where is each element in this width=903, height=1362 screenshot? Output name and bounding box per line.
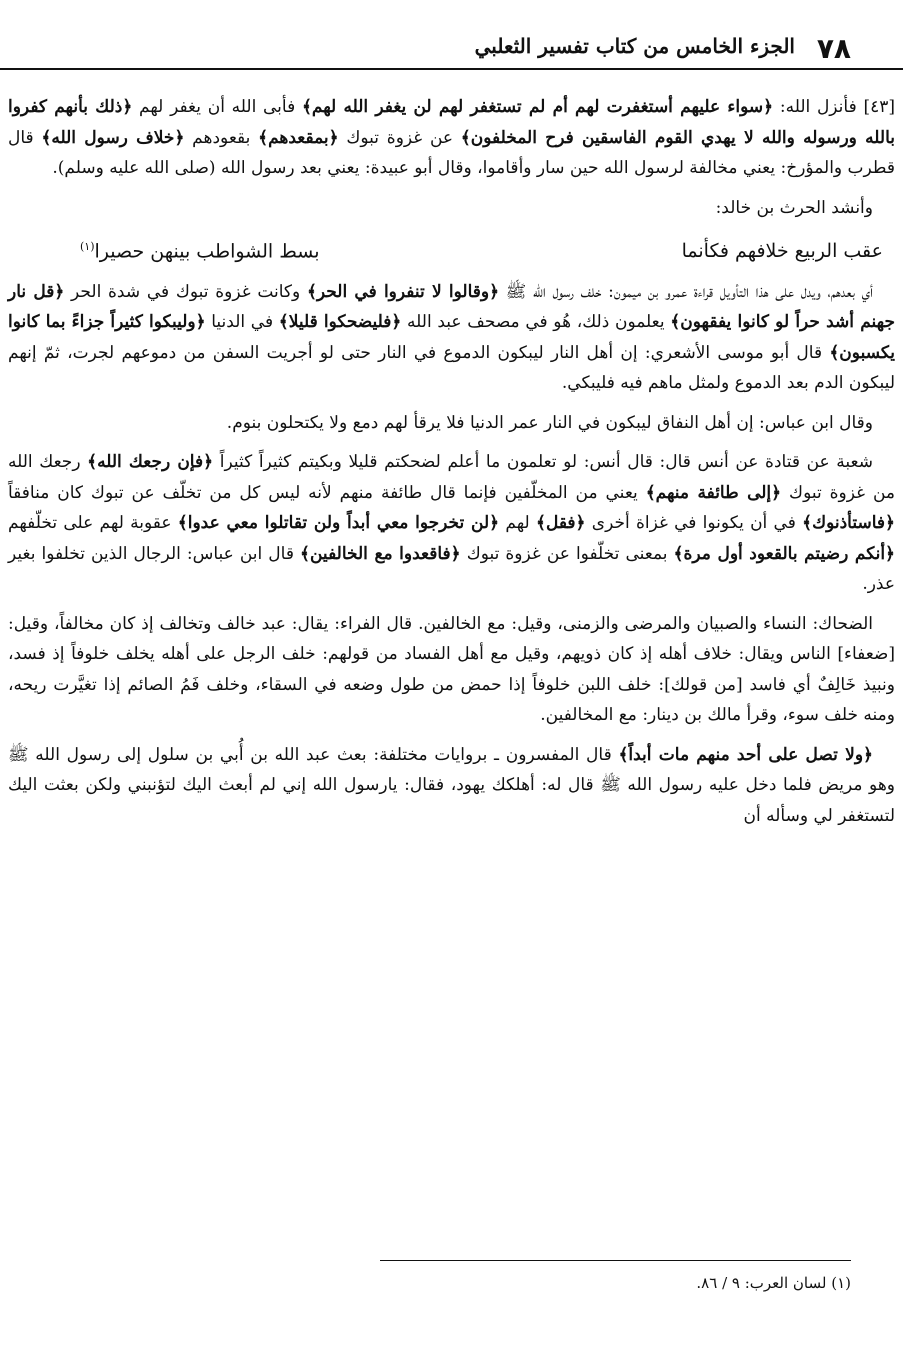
commentary-text: بمعنى تخلّفوا عن غزوة تبوك xyxy=(460,543,674,564)
commentary-text: وقال ابن عباس: إن أهل النفاق ليبكون في النار عمر الدنيا فلا يرقأ لهم دمع ولا يكتحلون بنوم. xyxy=(226,412,873,433)
quran-quote: ﴿ولا تصل على أحد منهم مات أبداً﴾ xyxy=(618,744,873,765)
commentary-text: فأبى الله أن يغفر لهم xyxy=(132,97,302,117)
commentary-text: قال المفسرون ـ بروايات مختلفة: بعث عبد الله بن أُبي بن سلول إلى رسول الله ﷺ وهو مريض فلما دخل عليه رسول الله ﷺ قال له: أهلكك يهود، فقال: يارسول الله إني لم أبعث اليك لتؤنبني ولكن بعثت اليك لتستغفر لي وسأله أن xyxy=(8,744,895,826)
quran-quote: ﴿فليضحكوا قليلا﴾ xyxy=(278,312,402,333)
commentary-text: قال ابن عباس: الرجال الذين تخلفوا بغير عذر. xyxy=(8,543,895,595)
quran-quote: ﴿فاقعدوا مع الخالفين﴾ xyxy=(300,543,461,564)
commentary-text: الضحاك: النساء والصبيان والمرضى والزمنى، وقيل: مع الخالفين. قال الفراء: يقال: عبد خالف وتخالف إذ كان مخالفاً، وقيل: [ضعفاء] الناس ويقال: خلاف أهله إذ كان ذويهم، وقيل مع أهل الفساد من قولهم: خلف الرجل على أهله يخلف خلوفاً إذ فسد، ونبيذ خَالِفٌ أي فاسد [من قولك]: خلف اللبن خلوفاً إذا حمض من طول وضعه في السقاء، وخلف فَمُ الصائم إذا تغيَّرت ريحه، ومنه خلف سوء، وقرأ مالك بن دينار: مع المخالفين. xyxy=(8,613,895,726)
quran-quote: ﴿ذلك بأنهم كفروا بالله ورسوله والله لا يهدي القوم الفاسقين فرح المخلفون﴾ xyxy=(8,97,895,148)
commentary-text: في الدنيا xyxy=(205,312,279,333)
paragraph xyxy=(8,277,895,399)
commentary-text: يعني من المخلّفين فإنما قال طائفة منهم لأنه ليس كل من تخلّف عن تبوك كان منافقاً xyxy=(8,482,646,503)
quran-quote: ﴿إلى طائفة منهم﴾ xyxy=(645,482,782,503)
quran-quote: ﴿قل نار جهنم أشد حراً لو كانوا يفقهون﴾ xyxy=(8,281,895,333)
commentary-text: شعبة عن قتادة عن أنس قال: قال أنس: لو تعلمون ما أعلم لضحكتم قليلا وبكيتم كثيراً كثيراً xyxy=(213,452,873,473)
commentary-text: أي بعدهم، ويدل على هذا التأويل قراءة عمرو بن ميمون: خلف رسول الله ﷺ xyxy=(499,281,873,302)
commentary-text: وأنشد الحرث بن خالد: xyxy=(715,197,873,218)
quran-quote: ﴿فقل﴾ xyxy=(535,513,586,534)
page-number: ٧٨ xyxy=(816,32,851,65)
quran-quote: ﴿وقالوا لا تنفروا في الحر﴾ xyxy=(306,281,500,302)
header-rule xyxy=(0,68,903,70)
paragraph xyxy=(8,92,895,184)
footnote: (١) لسان العرب: ٩ / ٨٦. xyxy=(696,1274,851,1292)
quran-quote: ﴿لن تخرجوا معي أبداً ولن تقاتلوا معي عدوا﴾ xyxy=(177,513,500,534)
page-body xyxy=(8,92,895,840)
quran-quote: ﴿فاستأذنوك﴾ xyxy=(802,513,895,534)
paragraph xyxy=(8,447,895,600)
verse-second-hemistich-wrap xyxy=(80,232,320,267)
quran-quote: ﴿وليبكوا كثيراً جزاءً بما كانوا يكسبون﴾ xyxy=(8,312,895,363)
commentary-text: قال قطرب والمؤرخ: يعني مخالفة لرسول الله حين سار وأقاموا، وقال أبو عبيدة: يعني بعد رسول الله (صلى الله عليه وسلم). xyxy=(8,127,895,178)
commentary-text: عقوبة لهم على تخلّفهم xyxy=(8,513,178,534)
paragraph xyxy=(8,408,895,439)
commentary-text: رجعك الله من غزوة تبوك xyxy=(8,452,896,503)
page-header xyxy=(0,28,903,68)
running-title: الجزء الخامس من كتاب تفسير الثعلبي xyxy=(474,34,795,58)
verse-second-hemistich: بسط الشواطب بينهن حصيرا xyxy=(94,240,320,263)
verse-first-hemistich: عقب الربيع خلافهم فكأنما xyxy=(681,240,883,263)
commentary-text: لهم xyxy=(499,513,536,534)
footnote-marker: (١) xyxy=(80,240,95,253)
commentary-text: عن غزوة تبوك xyxy=(338,127,461,148)
commentary-text: يعلمون ذلك، هُو في مصحف عبد الله xyxy=(401,312,671,333)
quran-quote: ﴿أنكم رضيتم بالقعود أول مرة﴾ xyxy=(673,543,896,564)
poetry-verse xyxy=(8,232,895,267)
commentary-text: وكانت غزوة تبوك في شدة الحر xyxy=(64,281,307,302)
footnote-rule xyxy=(380,1260,851,1261)
commentary-text: قال أبو موسى الأشعري: إن أهل النار ليبكون الدموع في النار حتى لو أجريت السفن من دموعهم لجرت، ثمّ إنهم ليبكون الدم بعد الدموع ولمثل ماهم فيه فليبكي. xyxy=(8,342,895,394)
paragraph xyxy=(8,193,895,224)
commentary-text: في أن يكونوا في غزاة أخرى xyxy=(585,513,803,534)
quran-quote: ﴿سواء عليهم أستغفرت لهم أم لم تستغفر لهم لن يغفر الله لهم﴾ xyxy=(301,97,774,117)
commentary-text: [٤٣] فأنزل الله: xyxy=(773,97,895,117)
commentary-text: بقعودهم xyxy=(184,127,259,148)
quran-quote: ﴿بمقعدهم﴾ xyxy=(258,127,339,148)
quran-quote: ﴿خلاف رسول الله﴾ xyxy=(41,127,185,148)
paragraph xyxy=(8,740,895,832)
paragraph xyxy=(8,609,895,731)
quran-quote: ﴿فإن رجعك الله﴾ xyxy=(87,452,214,473)
